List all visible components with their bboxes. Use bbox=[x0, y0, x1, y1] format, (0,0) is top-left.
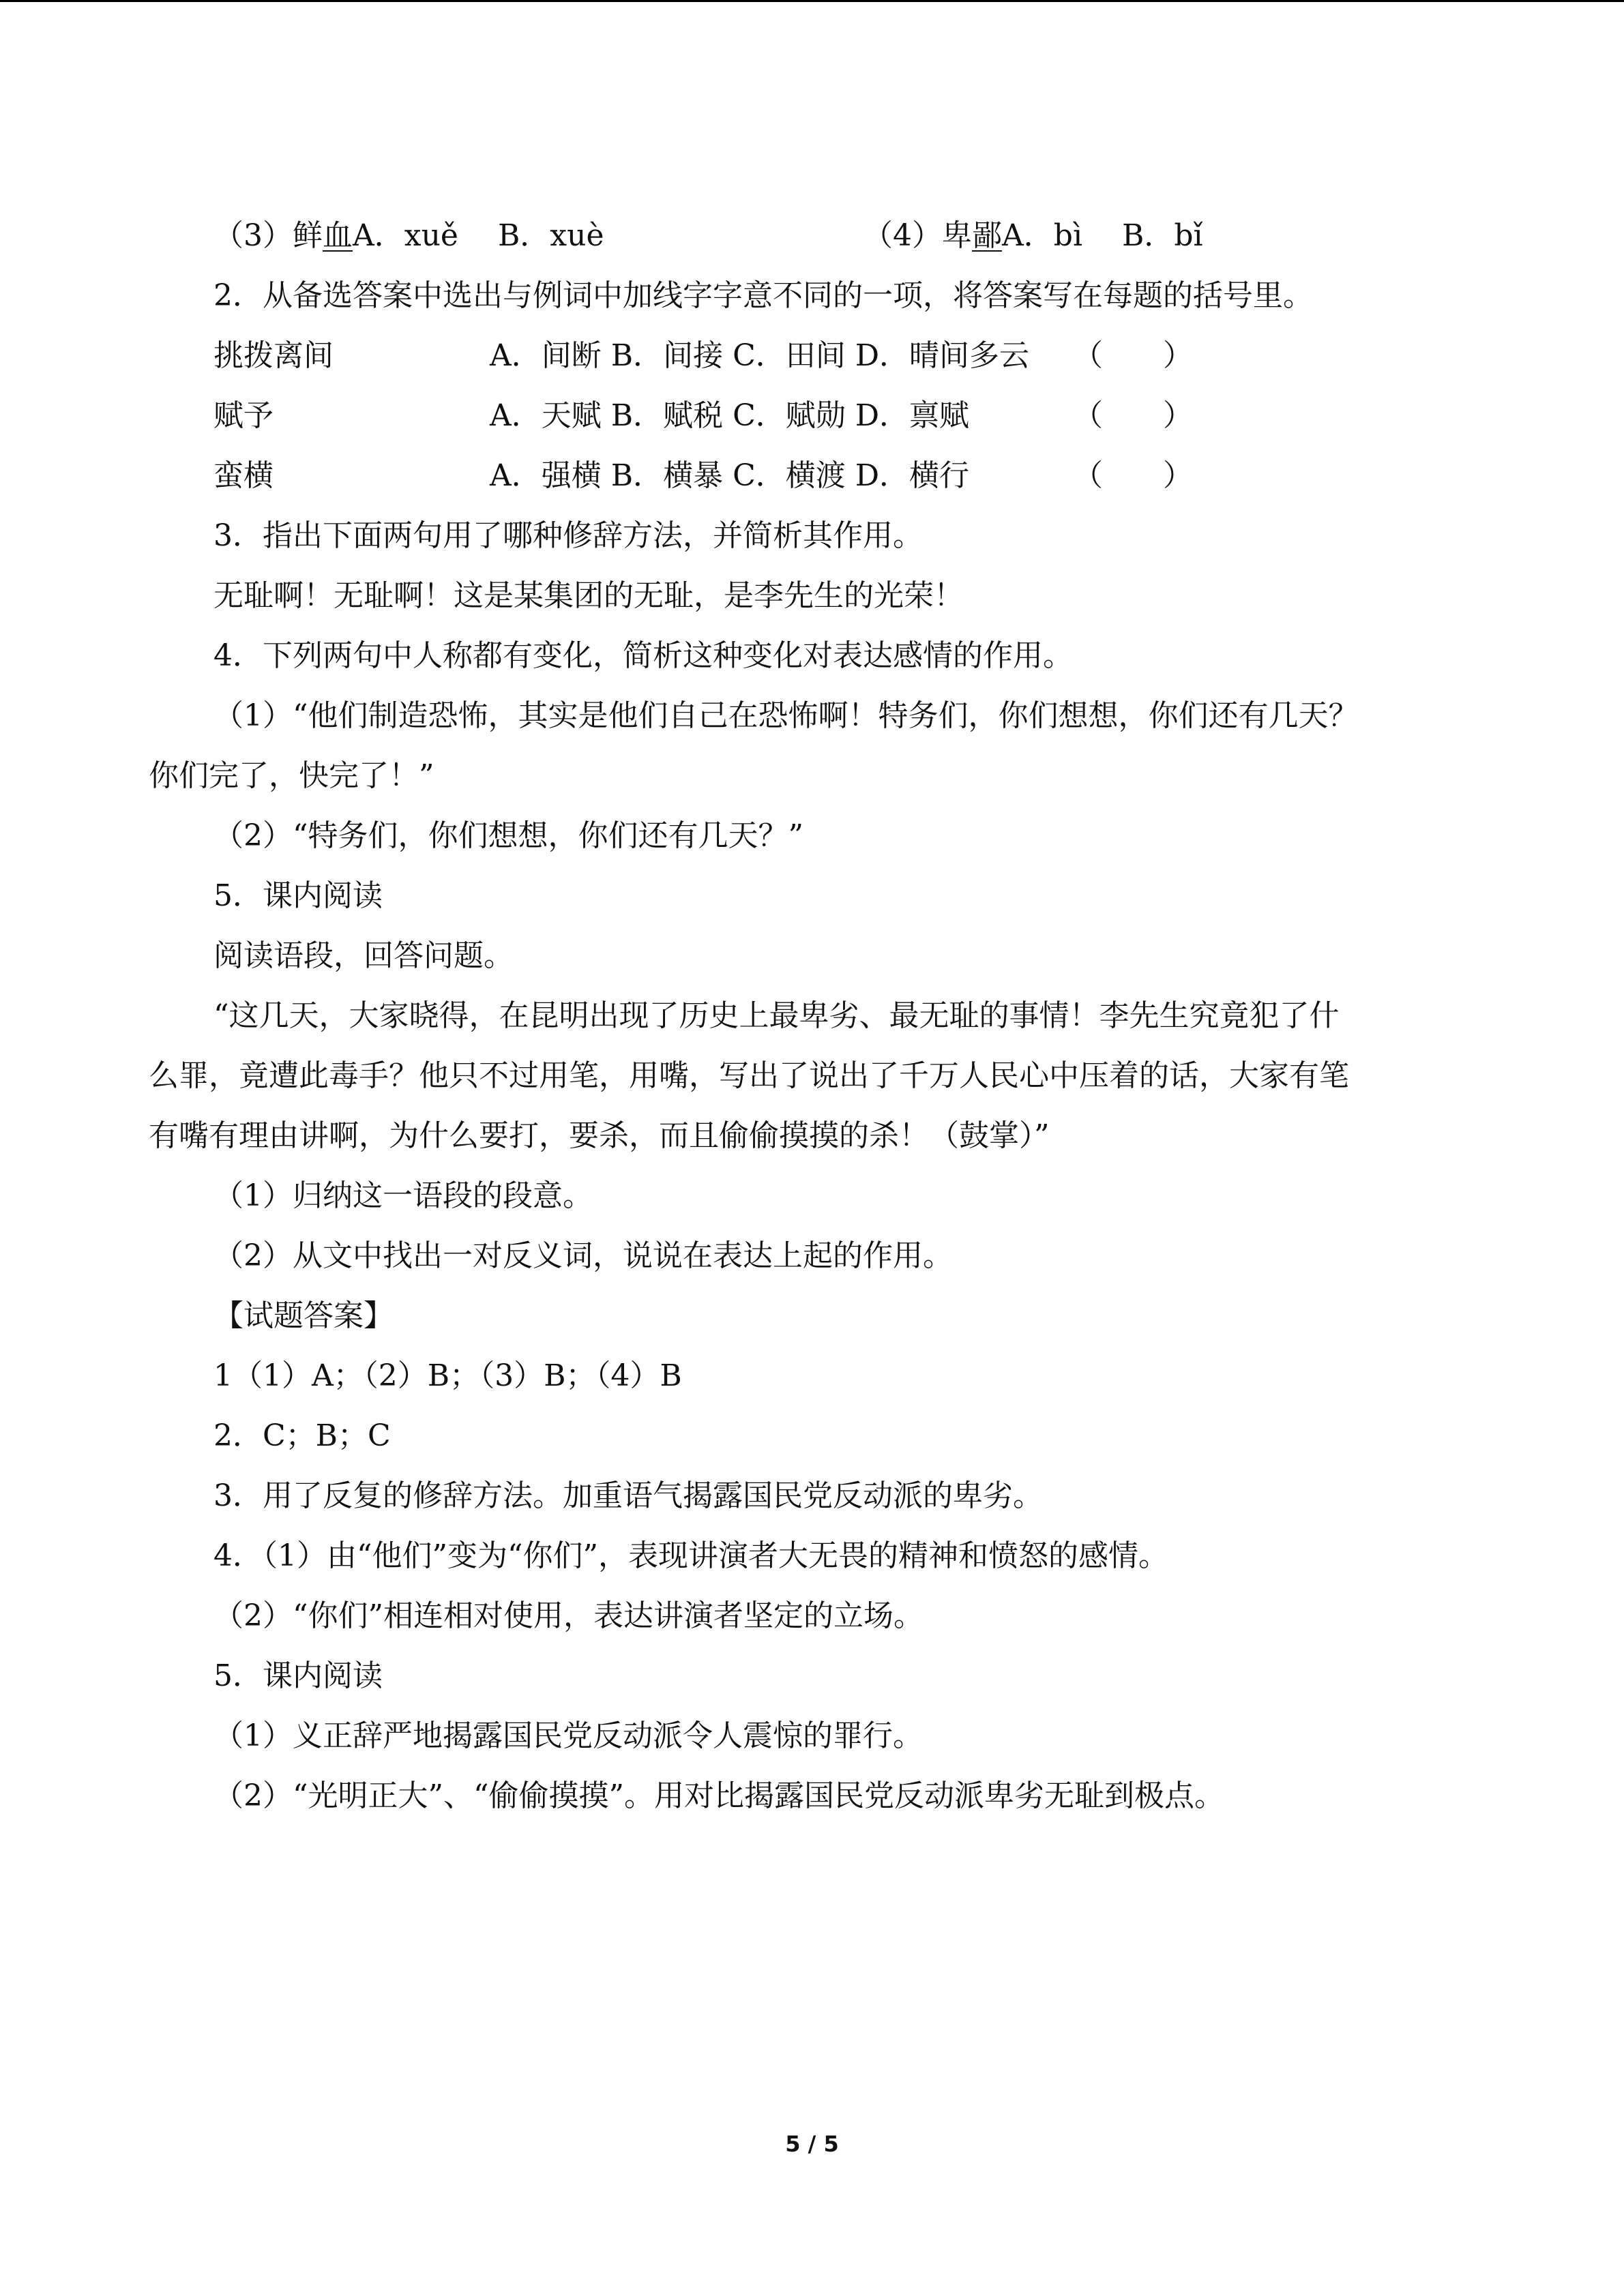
q2-title: 2．从备选答案中选出与例词中加线字字意不同的一项，将答案写在每题的括号里。 bbox=[213, 278, 1313, 313]
q2-row-2-options: A．天赋 B．赋税 C．赋勋 D．禀赋 bbox=[490, 398, 970, 433]
q5-subquestion-2: （2）从文中找出一对反义词，说说在表达上起的作用。 bbox=[213, 1238, 953, 1273]
q1-item-3-char: 血 bbox=[323, 218, 353, 253]
q3-title: 3．指出下面两句用了哪种修辞方法，并简析其作用。 bbox=[213, 518, 923, 553]
q1-item-4-char: 鄙 bbox=[972, 218, 1002, 253]
q1-item-4 bbox=[863, 214, 1203, 258]
q2-row-3-word: 蛮横 bbox=[213, 458, 274, 493]
q5-passage-line-2: 么罪，竟遭此毒手？他只不过用笔，用嘴，写出了说出了千万人民心中压着的话，大家有笔 bbox=[149, 1058, 1349, 1093]
q5-instruction: 阅读语段，回答问题。 bbox=[213, 938, 514, 973]
answer-5-title: 5．课内阅读 bbox=[213, 1658, 383, 1693]
q2-row-2-word: 赋予 bbox=[213, 398, 274, 433]
q2-row-2-blank: （ ） bbox=[1073, 398, 1193, 433]
answer-4-part-1: 4．（1）由“他们”变为“你们”，表现讲演者大无畏的精神和愤怒的感情。 bbox=[213, 1538, 1168, 1573]
q5-passage-line-1: “这几天，大家晓得，在昆明出现了历史上最卑劣、最无耻的事情！李先生究竟犯了什 bbox=[213, 998, 1340, 1033]
q2-row-3-options: A．强横 B．横暴 C．横渡 D．横行 bbox=[490, 458, 970, 493]
q4-sentence-1-line-2: 你们完了，快完了！” bbox=[149, 758, 434, 793]
q5-passage-line-3: 有嘴有理由讲啊，为什么要打，要杀，而且偷偷摸摸的杀！（鼓掌）” bbox=[149, 1118, 1050, 1153]
q1-item-4-num: （4）卑 bbox=[863, 218, 972, 253]
q1-item-3-options: A．xuě B．xuè bbox=[353, 218, 604, 253]
answers-heading: 【试题答案】 bbox=[213, 1298, 394, 1333]
q5-subquestion-1: （1）归纳这一语段的段意。 bbox=[213, 1178, 593, 1213]
q1-item-4-options: A．bì B．bǐ bbox=[1002, 218, 1203, 253]
q4-sentence-1-line-1: （1）“他们制造恐怖，其实是他们自己在恐怖啊！特务们，你们想想，你们还有几天？ bbox=[213, 698, 1359, 733]
q5-title: 5．课内阅读 bbox=[213, 878, 383, 913]
q4-sentence-2: （2）“特务们，你们想想，你们还有几天？” bbox=[213, 818, 803, 853]
page-number: 5 / 5 bbox=[785, 2131, 839, 2157]
q2-row-1-options: A．间断 B．间接 C．田间 D．晴间多云 bbox=[490, 338, 1030, 373]
answer-5-part-1: （1）义正辞严地揭露国民党反动派令人震惊的罪行。 bbox=[213, 1718, 923, 1753]
q3-text: 无耻啊！无耻啊！这是某集团的无耻，是李先生的光荣！ bbox=[213, 578, 964, 613]
q4-title: 4．下列两句中人称都有变化，简析这种变化对表达感情的作用。 bbox=[213, 638, 1073, 673]
q2-row-3-blank: （ ） bbox=[1073, 458, 1193, 493]
q2-row-1-word: 挑拨离间 bbox=[213, 338, 334, 373]
q2-row-1-blank: （ ） bbox=[1073, 338, 1193, 373]
answer-4-part-2: （2）“你们”相连相对使用，表达讲演者坚定的立场。 bbox=[213, 1598, 924, 1633]
answer-5-part-2: （2）“光明正大”、“偷偷摸摸”。用对比揭露国民党反动派卑劣无耻到极点。 bbox=[213, 1778, 1224, 1813]
answer-3: 3．用了反复的修辞方法。加重语气揭露国民党反动派的卑劣。 bbox=[213, 1478, 1043, 1513]
q1-item-3-num: （3）鲜 bbox=[213, 218, 323, 253]
answer-2: 2．C；B；C bbox=[213, 1418, 391, 1453]
answer-1: 1（1）A；（2）B；（3）B；（4）B bbox=[213, 1358, 682, 1393]
q1-item-3 bbox=[213, 214, 604, 258]
